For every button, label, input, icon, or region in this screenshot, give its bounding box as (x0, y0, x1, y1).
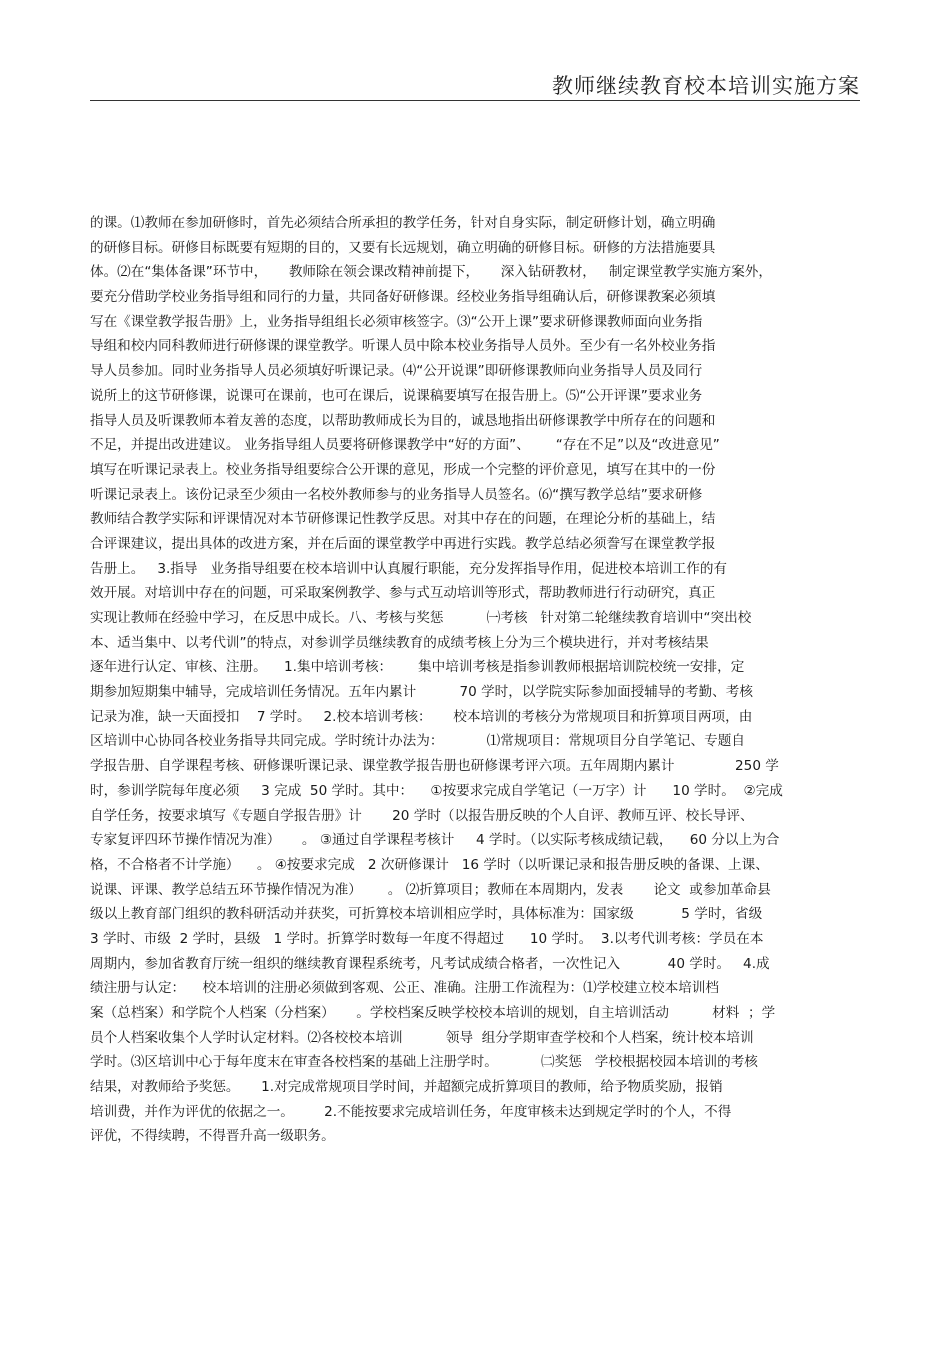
text-line: 时，参训学院每年度必须 3 完成 50 学时。其中： ①按要求完成自学笔记（一万字）计 10 学时。 ②完成 (90, 782, 783, 799)
text-line: 说课、评课、教学总结五环节操作情况为准） 。 ⑵折算项目；教师在本周期内，发表 论文 或参加革命县 (90, 881, 771, 898)
text-line: 级以上教育部门组织的教科研活动并获奖，可折算校本培训相应学时，具体标准为：国家级 5 学时，省级 (90, 906, 763, 923)
text-line: 体。⑵在“集体备课”环节中， 教师除在领会课改精神前提下， 深入钻研教材， 制定课堂教学实施方案外， (90, 264, 772, 281)
text-line: 效开展。对培训中存在的问题，可采取案例教学、参与式互动培训等形式，帮助教师进行行动研究，真正 (90, 585, 716, 602)
text-line: 实现让教师在经验中学习，在反思中成长。八、考核与奖惩 ㈠考核 针对第二轮继续教育培训中“突出校 (90, 610, 752, 626)
text-line: 教师结合教学实际和评课情况对本节研修课记性教学反思。对其中存在的问题，在理论分析的基础上，结 (90, 511, 716, 528)
text-line: 格，不合格者不计学施） 。 ④按要求完成 2 次研修课计 16 学时（以听课记录和报告册反映的备课、上课、 (90, 856, 769, 873)
body-text (90, 211, 870, 1149)
text-line: 绩注册与认定： 校本培训的注册必须做到客观、公正、准确。注册工作流程为：⑴学校建立校本培训档 (90, 980, 719, 997)
text-line: 学报告册、自学课程考核、研修课听课记录、课堂教学报告册也研修课考评六项。五年周期内累计 250 学 (90, 758, 779, 775)
text-line: 告册上。 3.指导 业务指导组要在校本培训中认真履行职能，充分发挥指导作用，促进校本培训工作的有 (90, 560, 728, 577)
text-line: 不足，并提出改进建议。 业务指导组人员要将研修课教学中“好的方面”、 “存在不足”以及“改进意见” (90, 437, 720, 454)
text-line: 填写在听课记录表上。校业务指导组要综合公开课的意见，形成一个完整的评价意见，填写在其中的一份 (90, 461, 716, 478)
text-line: 说所上的这节研修课，说课可在课前，也可在课后，说课稿要填写在报告册上。⑸“公开评课”要求业务 (90, 387, 703, 404)
text-line: 区培训中心协同各校业务指导共同完成。学时统计办法为： ⑴常规项目：常规项目分自学笔记、专题自 (90, 733, 745, 750)
header-rule (90, 100, 860, 101)
text-line: 写在《课堂教学报告册》上，业务指导组组长必须审核签字。⑶“公开上课”要求研修课教师面向业务指 (90, 313, 703, 330)
text-line: 指导人员及听课教师本着友善的态度，以帮助教师成长为目的，诚恳地指出研修课教学中所存在的问题和 (90, 412, 716, 429)
text-line: 的研修目标。研修目标既要有短期的目的，又要有长远规划，确立明确的研修目标。研修的方法措施要具 (90, 239, 716, 256)
text-line: 案（总档案）和学院个人档案（分档案） 。学校档案反映学校校本培训的规划，自主培训活动 材料 ；学 (90, 1005, 776, 1021)
text-line: 逐年进行认定、审核、注册。 1.集中培训考核： 集中培训考核是指参训教师根据培训院校统一安排，定 (90, 659, 745, 676)
text-line: 记录为准，缺一天面授扣 7 学时。 2.校本培训考核： 校本培训的考核分为常规项目和折算项目两项，由 (90, 708, 753, 725)
text-line: 期参加短期集中辅导，完成培训任务情况。五年内累计 70 学时，以学院实际参加面授辅导的考勤、考核 (90, 684, 753, 701)
text-line: 导人员参加。同时业务指导人员必须填好听课记录。⑷“公开说课”即研修课教师向业务指导人员及同行 (90, 363, 703, 380)
text-line: 专家复评四环节操作情况为准） 。 ③通过自学课程考核计 4 学时。（以实际考核成绩记载， 60 分以上为合 (90, 832, 780, 849)
text-line: 听课记录表上。该份记录至少须由一名校外教师参与的业务指导人员签名。⑹“撰写教学总结”要求研修 (90, 486, 703, 503)
text-line: 本、适当集中、以考代训”的特点，对参训学员继续教育的成绩考核上分为三个模块进行，并对考核结果 (90, 634, 709, 651)
text-line: 评优，不得续聘，不得晋升高一级职务。 (90, 1128, 335, 1145)
text-line: 的课。⑴教师在参加研修时，首先必须结合所承担的教学任务，针对自身实际，制定研修计划，确立明确 (90, 215, 716, 231)
text-line: 导组和校内同科教师进行研修课的课堂教学。听课人员中除本校业务指导人员外。至少有一名外校业务指 (90, 338, 716, 355)
text-line: 周期内，参加省教育厅统一组织的继续教育课程系统考，凡考试成绩合格者，一次性记入 40 学时。 4.成 (90, 955, 770, 972)
text-line: 结果，对教师给予奖惩。 1.对完成常规项目学时间，并超额完成折算项目的教师，给予物质奖励，报销 (90, 1079, 723, 1096)
text-line: 学时。⑶区培训中心于每年度末在审查各校档案的基础上注册学时。 ㈡奖惩 学校根据校园本培训的考核 (90, 1054, 758, 1071)
text-line: 自学任务，按要求填写《专题自学报告册》计 20 学时（以报告册反映的个人自评、教师互评、校长导评、 (90, 807, 754, 824)
text-line: 员个人档案收集个人学时认定材料。⑵各校校本培训 领导 组分学期审查学校和个人档案，统计校本培训 (90, 1029, 754, 1046)
page-header-title: 教师继续教育校本培训实施方案 (552, 74, 860, 98)
text-line: 要充分借助学校业务指导组和同行的力量，共同备好研修课。经校业务指导组确认后，研修课教案必须填 (90, 289, 716, 306)
text-line: 培训费，并作为评优的依据之一。 2.不能按要求完成培训任务，年度审核未达到规定学时的个人，不得 (90, 1103, 732, 1120)
text-line: 合评课建议，提出具体的改进方案，并在后面的课堂教学中再进行实践。教学总结必须誊写在课堂教学报 (90, 535, 716, 552)
text-line: 3 学时、市级 2 学时，县级 1 学时。折算学时数每一年度不得超过 10 学时。 3.以考代训考核：学员在本 (90, 930, 764, 947)
